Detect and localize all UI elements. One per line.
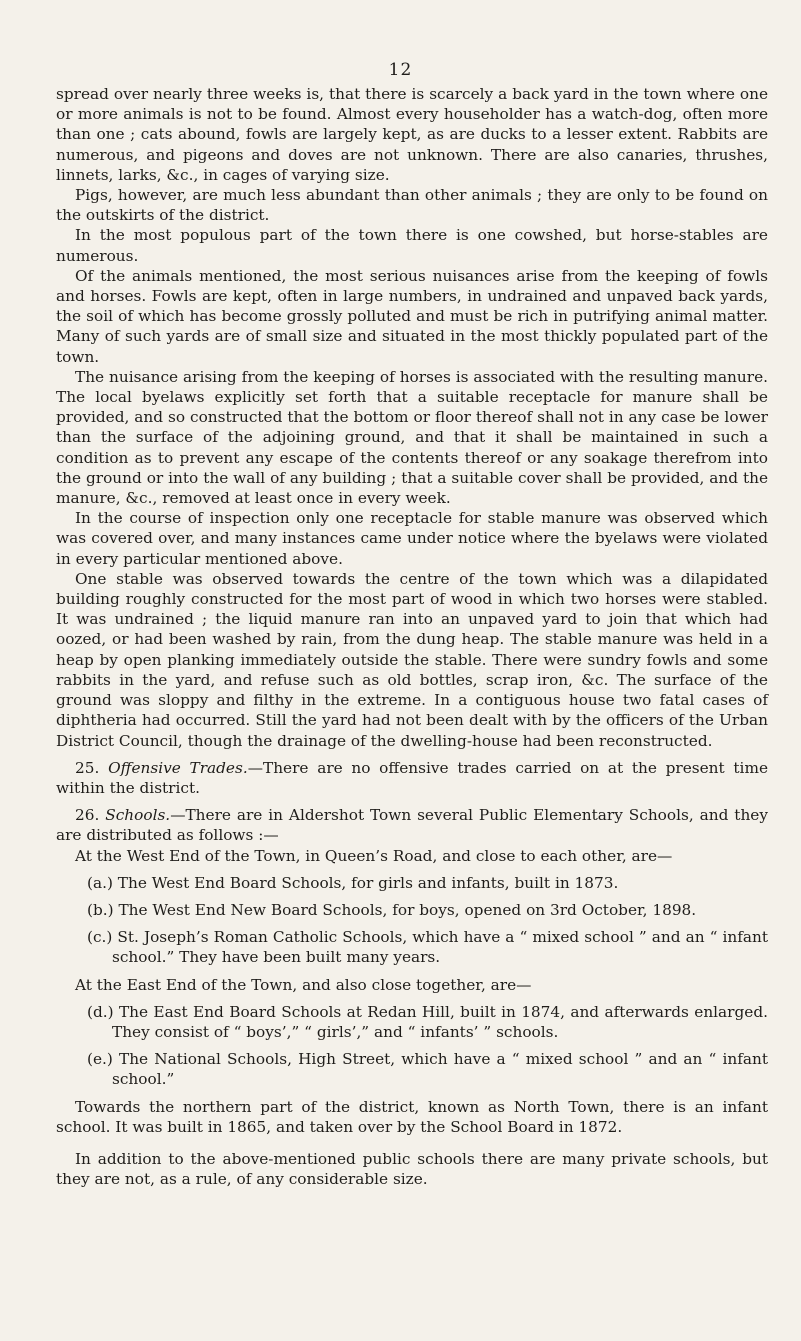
list-item: (b.) The West End New Board Schools, for boys, opened on 3rd October, 1898. [87, 900, 697, 919]
page-number: 12 [388, 60, 413, 80]
list-item: (a.) The West End Board Schools, for girls and infants, built in 1873. [87, 873, 619, 892]
paragraph: In addition to the above-mentioned public schools there are many private schools, but they are not, as a rule, of any considerable size. [56, 1149, 768, 1189]
west-intro: At the West End of the Town, in Queen’s Road, and close to each other, are— [75, 846, 673, 865]
paragraph: The nuisance arising from the keeping of horses is associated with the resulting manure. The local byelaws explicitly set forth that a suitable receptacle for manure shall be provided, and so constructed that the bottom or floor thereof shall not in any case be lower than the surface of the adjoining ground, and that it shall be maintained in such a condition as to prevent any escape of the contents thereof or any soakage therefrom into the ground or into the wall of any building ; that a suitable cover shall be provided, and the manure, &c., removed at least once in every week. [56, 367, 768, 508]
section-text: —There are in Aldershot Town several Public Elementary Schools, and they are distributed as follows :— [56, 806, 768, 845]
section-heading: Offensive Trades. [108, 758, 248, 777]
list-item: (e.) The National Schools, High Street, which have a “ mixed school ” and an “ infant school.” [87, 1050, 768, 1089]
paragraph: spread over nearly three weeks is, that there is scarcely a back yard in the town where one or more animals is not to be found. Almost every householder has a watch-dog, often more than one ; cats abound, fowls are largely kept, as are ducks to a lesser extent. Rabbits are numerous, and pigeons and doves are not unknown. There are also canaries, thrushes, linnets, larks, &c., in cages of varying size. [56, 85, 768, 184]
section-heading: Schools. [105, 806, 171, 825]
section-number: 26. [75, 806, 100, 825]
body-text [56, 84, 768, 1189]
paragraph: Towards the northern part of the district, known as North Town, there is an infant school. It was built in 1865, and taken over by the School Board in 1872. [56, 1097, 768, 1136]
section-25 [56, 758, 768, 798]
paragraph: In the most populous part of the town there is one cowshed, but horse-stables are numerous. [56, 226, 768, 265]
paragraph: In the course of inspection only one receptacle for stable manure was observed which was covered over, and many instances came under notice where the byelaws were violated in every particular mentioned above. [56, 509, 768, 568]
paragraph: Of the animals mentioned, the most serious nuisances arise from the keeping of fowls and horses. Fowls are kept, often in large numbers, in undrained and unpaved back yards, the soil of which has become grossly polluted and must be rich in putrifying animal matter. Many of such yards are of small size and situated in the most thickly populated part of the town. [56, 266, 768, 366]
section-text: —There are no offensive trades carried on at the present time within the district. [56, 758, 769, 797]
list-item: (c.) St. Joseph’s Roman Catholic Schools, which have a “ mixed school ” and an “ infant school.” They have been built many years. [87, 928, 768, 967]
paragraph: Pigs, however, are much less abundant than other animals ; they are only to be found on the outskirts of the district. [56, 186, 768, 225]
paragraph: One stable was observed towards the centre of the town which was a dilapidated building roughly constructed for the most part of wood in which two horses were stabled. It was undrained ; the liquid manure ran into an unpaved yard to join that which had oozed, or had been washed by rain, from the dung heap. The stable manure was held in a heap by open planking immediately outside the stable. There were sundry fowls and some rabbits in the yard, and refuse such as old bottles, scrap iron, &c. The surface of the ground was sloppy and filthy in the extreme. In a contiguous house two fatal cases of diphtheria had occurred. Still the yard had not been dealt with by the officers of the Urban District Council, though the drainage of the dwelling-house had been reconstructed. [56, 569, 768, 750]
east-intro: At the East End of the Town, and also close together, are— [75, 975, 532, 994]
section-26 [56, 805, 768, 845]
list-item: (d.) The East End Board Schools at Redan Hill, built in 1874, and afterwards enlarged. They consist of “ boys’,” “ girls’,” and “ infants’ ” schools. [87, 1002, 768, 1041]
section-number: 25. [75, 758, 100, 777]
